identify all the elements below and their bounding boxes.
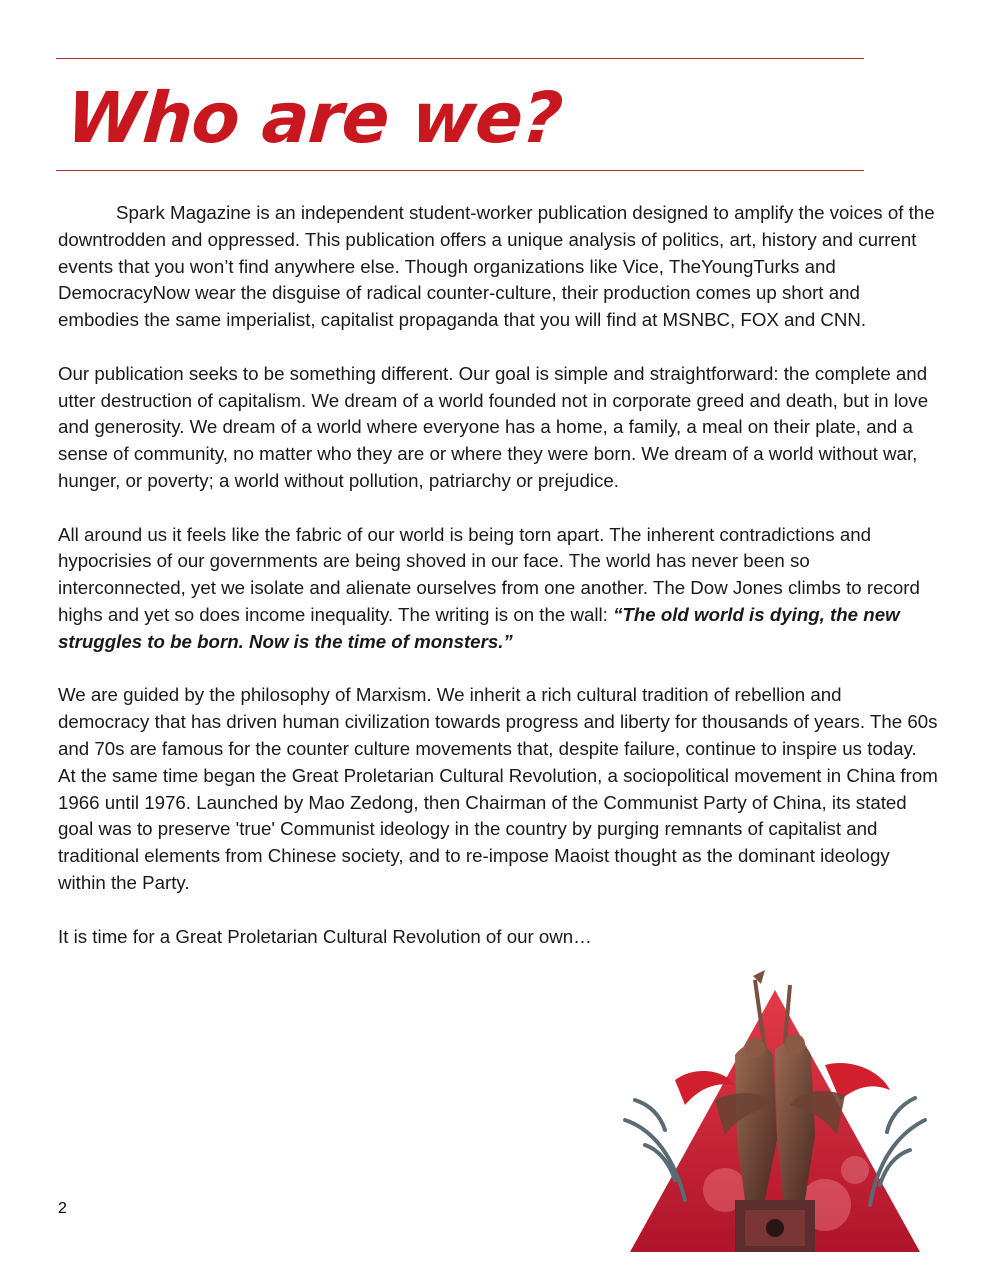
paragraph-context-text: All around us it feels like the fabric of our world is being torn apart. The inherent contradictions and hypocrisies of our governments are being shoved in our face. The world has never been so interconnected, yet we isolate and alienate ourselves from one another. The Dow Jones climbs to record highs and yet so does income inequality. The writing is on the wall: xyxy=(58,523,920,625)
gramsci-quote: “The old world is dying, the new struggles to be born. Now is the time of monsters.” xyxy=(58,603,900,652)
page-number: 2 xyxy=(58,1200,67,1217)
paragraph-intro: Spark Magazine is an independent student-worker publication designed to amplify the voices of the downtrodden and oppressed. This publication offers a unique analysis of politics, art, history and current events that you won’t find anywhere else. Though organizations like Vice, TheYoungTurks and DemocracyNow wear the disguise of radical counter-culture, their production comes up short and embodies the same imperialist, capitalist propaganda that you will find at MSNBC, FOX and CNN. xyxy=(58,202,935,331)
paragraph-philosophy: We are guided by the philosophy of Marxism. We inherit a rich cultural tradition of rebellion and democracy that has driven human civilization towards progress and liberty for thousands of years. The 60s and 70s are famous for the counter culture movements that, despite failure, continue to inspire us today. At the same time began the Great Proletarian Cultural Revolution, a sociopolitical movement in China from 1966 until 1976. Launched by Mao Zedong, then Chairman of the Communist Party of China, its stated goal was to preserve 'true' Communist ideology in the country by purging remnants of capitalist and traditional elements from Chinese society, and to re-impose Maoist thought as the dominant ideology within the Party. xyxy=(58,684,938,893)
paragraph-context xyxy=(58,522,938,656)
page-title: Who are we? xyxy=(63,77,565,159)
bottom-divider xyxy=(56,170,864,171)
paragraph-goal: Our publication seeks to be something different. Our goal is simple and straightforward: the complete and utter destruction of capitalism. We dream of a world founded not in corporate greed and death, but in love and generosity. We dream of a world where everyone has a home, a family, a meal on their plate, and a sense of community, no matter who they are or where they were born. We dream of a world without war, hunger, or poverty; a world without pollution, patriarchy or prejudice. xyxy=(58,362,929,491)
worker-and-kolkhoz-woman-statue-icon xyxy=(615,970,935,1260)
paragraph-closing: It is time for a Great Proletarian Cultural Revolution of our own… xyxy=(58,925,592,947)
article-body xyxy=(58,200,938,977)
top-divider xyxy=(56,58,864,59)
